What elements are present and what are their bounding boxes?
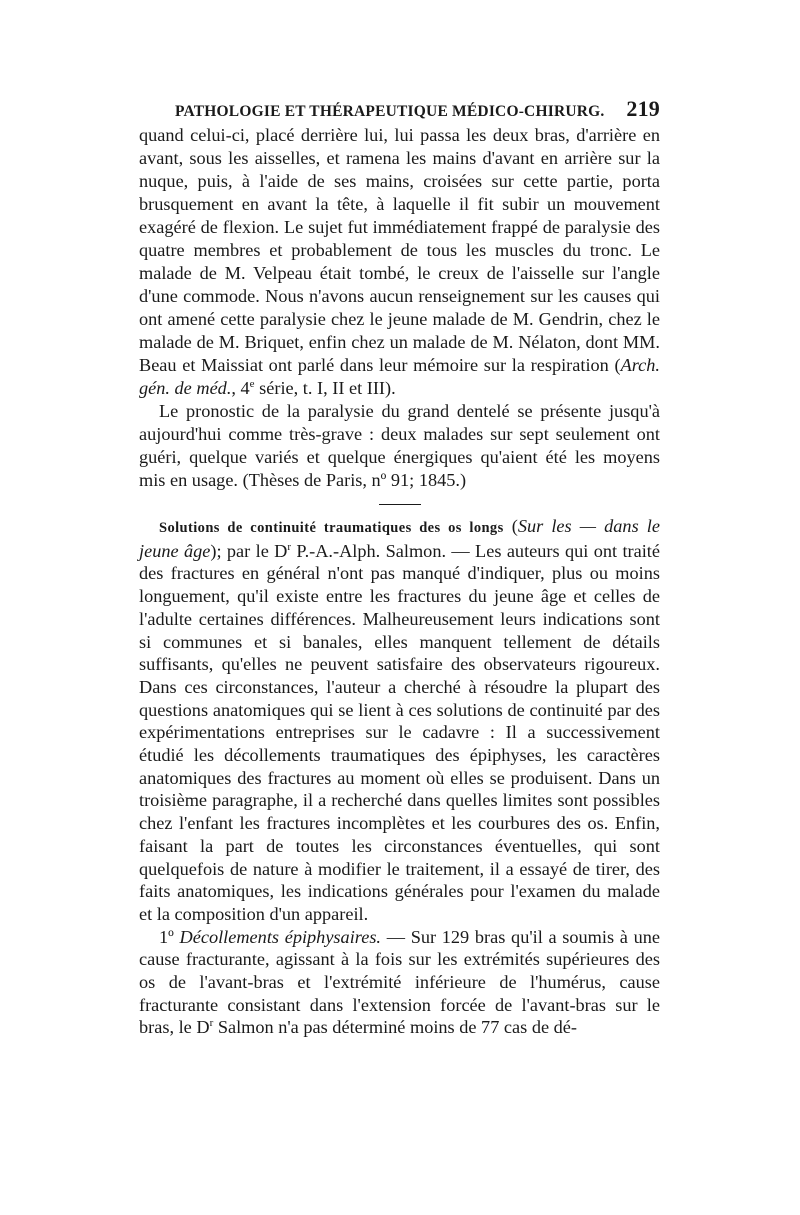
paragraph-text: Salmon n'a pas déterminé moins de 77 cas de dé- — [213, 1017, 577, 1038]
subsection-number: 1º — [159, 926, 180, 947]
superscript: e — [249, 377, 255, 390]
subsection-heading: Décollements épiphysaires. — [179, 926, 382, 947]
superscript: r — [209, 1017, 214, 1030]
paragraph-text: ); par le D — [210, 540, 288, 561]
paragraph-text: quand celui-ci, placé derrière lui, lui passa les deux bras, d'arrière en avant, sous les aisselles, et ramena les mains d'avant en arrière sur la nuque, puis, à l'aide de ses mains, croisées sur cette partie, porta brusquement en avant la tête, à laquelle il fit subir un mouvement exagéré de flexion. Le sujet fut immédiatement frappé de paralysie des quatre membres et probablement de tous les muscles du tronc. Le malade de M. Velpeau était tombé, le creux de l'aisselle sur l'angle d'une commode. Nous n'avons aucun renseignement sur les causes qui ont amené cette paralysie chez le jeune malade de M. Gendrin, chez le malade de M. Briquet, enfin chez un malade de M. Nélaton, dont MM. Beau et Maissiat ont parlé dans leur mémoire sur la respiration ( — [139, 125, 660, 375]
superscript: r — [287, 540, 292, 553]
running-header — [175, 96, 660, 122]
paragraph-text: P.-A.-Alph. Salmon. — Les auteurs qui ont traité des fractures en général n'ont pas manqué d'indiquer, plus ou moins longuement, qu'il existe entre les fractures du jeune âge et celles de l'adulte certaines différences. Malheureusement leurs indications sont si communes et si banales, elles manquent tellement de détails suffisants, qu'elles ne peuvent satisfaire des observateurs rigoureux. Dans ces circonstances, l'auteur a cherché à résoudre la plupart des questions anatomiques qui se lient à ces solutions de continuité par des expérimentations entreprises sur le cadavre : Il a successivement étudié les décollements traumatiques des épiphyses, les caractères anatomiques des fractures au moment où elles se produisent. Dans un troisième paragraphe, il a recherché dans quelles limites sont possibles chez l'enfant les fractures incomplètes et les courbures des os. Enfin, faisant la part de toutes les circonstances éventuelles, qui sont quelquefois de nature à modifier le traitement, il a essayé de tirer, des faits anatomiques, les indications générales pour l'examen du malade et la composition d'un appareil. — [139, 540, 660, 924]
page-number: 219 — [626, 96, 660, 121]
article-subtitle: Sur les — dans le jeune âge — [139, 516, 660, 561]
subsection-paragraph — [139, 926, 660, 1040]
article-paragraph — [139, 515, 660, 926]
section-divider — [379, 504, 421, 505]
paragraph-text: série, t. I, II et III). — [254, 378, 396, 398]
paragraph-text: — Sur 129 bras qu'il a soumis à une cause fracturante, agissant à la fois sur les extrémités supérieures des os de l'avant-bras et l'extrémité inférieure de l'humérus, cause fracturante consistant dans l'extension forcée de l'avant-bras sur le bras, le D — [139, 926, 660, 1038]
paragraph-text: Le pronostic de la paralysie du grand dentelé se présente jusqu'à aujourd'hui comme très-grave : deux malades sur sept seulement ont guéri, quelque variés et quelque énergiques qu'aient été les moyens mis en usage. (Thèses de Paris, nº 91; 1845.) — [139, 401, 660, 490]
article-title: Solutions de continuité traumatiques des os longs — [159, 520, 504, 536]
page-body — [139, 124, 660, 1039]
journal-citation: Arch. gén. de méd. — [139, 355, 660, 398]
paragraph-text: ( — [503, 516, 518, 536]
paragraph-continuation — [139, 124, 660, 400]
running-title: PATHOLOGIE ET THÉRAPEUTIQUE MÉDICO-CHIRURG. — [175, 103, 605, 120]
paragraph-text: , 4 — [231, 378, 250, 398]
paragraph-prognosis — [139, 400, 660, 492]
